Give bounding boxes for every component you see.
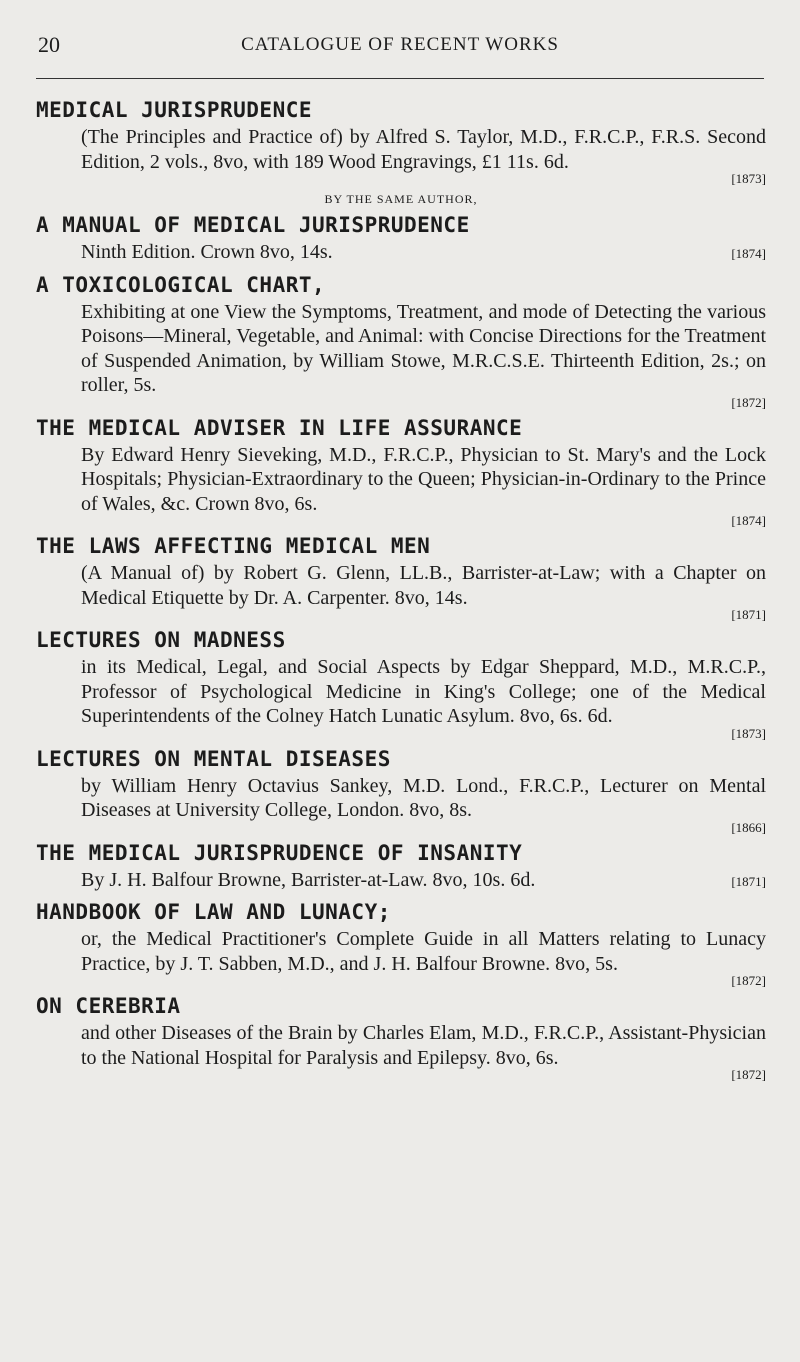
catalogue-entries [36, 96, 766, 1086]
entry-title: THE LAWS AFFECTING MEDICAL MEN [36, 534, 431, 558]
entry-year: [1873] [731, 171, 766, 186]
entry-body: in its Medical, Legal, and Social Aspects by Edgar Sheppard, M.D., M.R.C.P., Professor of Psychological Medicine in King's College; one of the Medical Superintendents of the Colney Hatch Lunatic Asylum. 8vo, 6s. 6d. [81, 656, 766, 727]
entry-body: by William Henry Octavius Sankey, M.D. Lond., F.R.C.P., Lecturer on Mental Diseases at University College, London. 8vo, 8s. [81, 774, 766, 821]
entry-body: By J. H. Balfour Browne, Barrister-at-Law. 8vo, 10s. 6d. [81, 868, 536, 891]
catalogue-entry [36, 626, 766, 741]
entry-body: Exhibiting at one View the Symptoms, Treatment, and mode of Detecting the various Poisons—Mineral, Vegetable, and Animal: with Concise Directions for the Treatment of Suspended Animation, by William Stowe, M.R.C.S.E. Thirteenth Edition, 2s.; on roller, 5s. [81, 300, 766, 396]
catalogue-entry [36, 96, 766, 186]
entry-year: [1871] [731, 873, 766, 889]
header-rule [36, 78, 764, 79]
entry-title: A TOXICOLOGICAL CHART, [36, 272, 326, 297]
catalogue-entry [36, 992, 766, 1082]
catalogue-entry [36, 839, 766, 895]
catalogue-entry [36, 271, 766, 410]
entry-body: Ninth Edition. Crown 8vo, 14s. [81, 241, 333, 263]
entry-year: [1873] [731, 725, 766, 741]
entry-body: By Edward Henry Sieveking, M.D., F.R.C.P., Physician to St. Mary's and the Lock Hospitals; Physician-Extraordinary to the Queen; Physician-in-Ordinary to the Prince of Wales, &c. Crown 8vo, 6s. [81, 443, 766, 515]
catalogue-entry [36, 745, 766, 835]
entry-title: LECTURES ON MADNESS [36, 628, 286, 652]
page-header [38, 32, 762, 62]
entry-body: (The Principles and Practice of) by Alfred S. Taylor, M.D., F.R.C.P., F.R.S. Second Edition, 2 vols., 8vo, with 189 Wood Engravings, £1 11s. 6d. [81, 126, 766, 173]
entry-body-wrap [81, 868, 766, 895]
running-title: CATALOGUE OF RECENT WORKS [241, 34, 559, 55]
entry-title: THE MEDICAL ADVISER IN LIFE ASSURANCE [36, 415, 523, 440]
entry-title: THE MEDICAL JURISPRUDENCE OF INSANITY [36, 840, 523, 865]
entry-title: LECTURES ON MENTAL DISEASES [36, 746, 391, 771]
catalogue-entry [36, 414, 766, 529]
entry-title: HANDBOOK OF LAW AND LUNACY; [36, 900, 391, 924]
entry-year: [1872] [731, 1067, 766, 1082]
entry-body-wrap [81, 125, 766, 174]
catalogue-entry [36, 532, 766, 622]
entry-title: MEDICAL JURISPRUDENCE [36, 98, 313, 122]
catalogue-entry [36, 898, 766, 988]
entry-year: [1872] [731, 394, 766, 410]
entry-body: and other Diseases of the Brain by Charles Elam, M.D., F.R.C.P., Assistant-Physician to the National Hospital for Paralysis and Epilepsy. 8vo, 6s. [81, 1022, 766, 1069]
entry-title: ON CEREBRIA [36, 994, 181, 1018]
entry-year: [1871] [731, 607, 766, 622]
entry-year: [1874] [731, 513, 766, 528]
entry-body: or, the Medical Practitioner's Complete Guide in all Matters relating to Lunacy Practice, by J. T. Sabben, M.D., and J. H. Balfour Browne. 8vo, 5s. [81, 928, 766, 975]
entry-title: A MANUAL OF MEDICAL JURISPRUDENCE [36, 213, 470, 237]
entry-body: (A Manual of) by Robert G. Glenn, LL.B., Barrister-at-Law; with a Chapter on Medical Etiquette by Dr. A. Carpenter. 8vo, 14s. [81, 562, 766, 609]
page-number: 20 [38, 32, 60, 57]
entry-year: [1866] [731, 819, 766, 835]
entry-year: [1874] [731, 246, 766, 261]
same-author-note: BY THE SAME AUTHOR, [324, 192, 478, 206]
entry-year: [1872] [731, 973, 766, 988]
entry-body-wrap [81, 240, 766, 267]
catalogue-entry [36, 211, 766, 267]
